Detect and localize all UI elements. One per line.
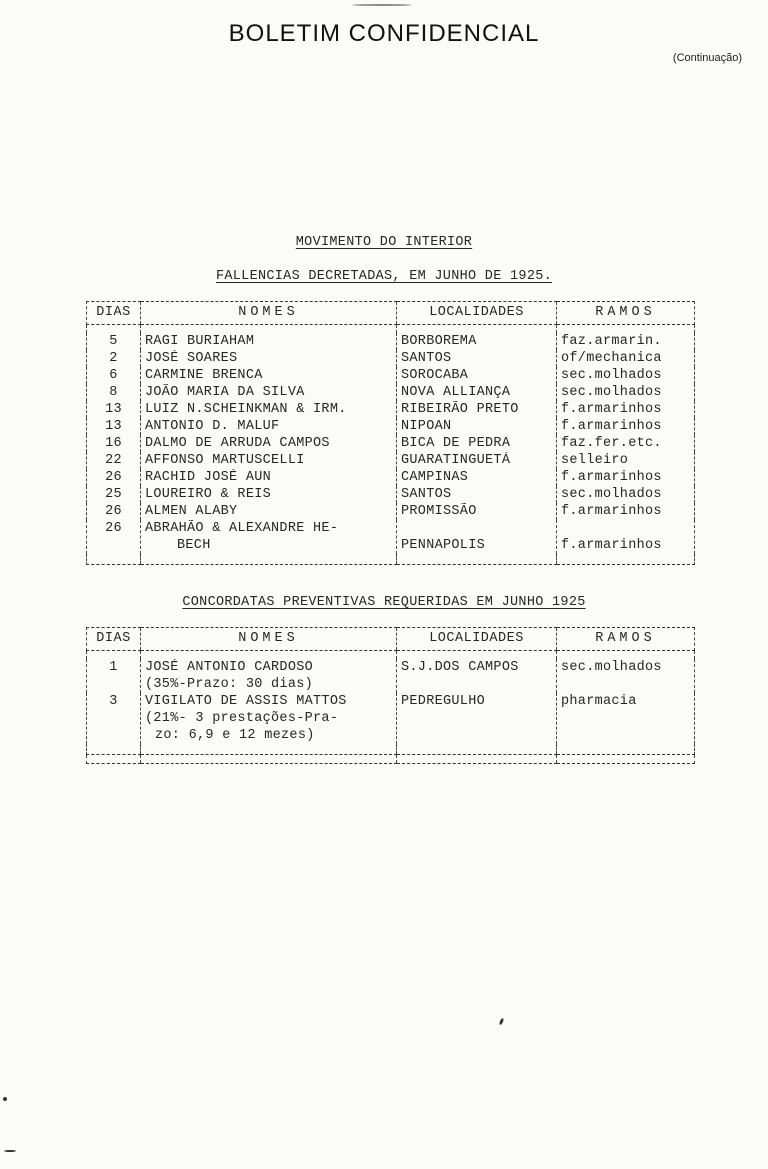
table-row	[87, 486, 695, 503]
cell-nome-line: VIGILATO DE ASSIS MATTOS	[145, 694, 347, 709]
table-row	[87, 333, 695, 350]
cell-detalhe: (35%-Prazo: 30 dias)	[145, 677, 314, 692]
cell-localidade: BICA DE PEDRA	[397, 435, 557, 452]
table-row	[87, 350, 695, 367]
table-end	[87, 744, 695, 755]
cell-ramo: f.armarinhos	[557, 503, 695, 520]
table-spacer	[87, 325, 695, 334]
fallencias-table	[86, 301, 695, 565]
table-end	[87, 554, 695, 565]
table-spacer	[87, 651, 695, 660]
column-header-nomes: NOMES	[141, 302, 397, 325]
cell-nome: ANTONIO D. MALUF	[141, 418, 397, 435]
cell-dia: 26	[87, 520, 141, 554]
cell-nome: LUIZ N.SCHEINKMAN & IRM.	[141, 401, 397, 418]
table-row	[87, 418, 695, 435]
scan-speck	[4, 1150, 16, 1152]
cell-dia: 3	[87, 693, 141, 744]
table-row	[87, 452, 695, 469]
cell-dia: 25	[87, 486, 141, 503]
cell-dia: 2	[87, 350, 141, 367]
scan-speck	[352, 4, 412, 6]
cell-dia: 1	[87, 659, 141, 693]
cell-localidade: NOVA ALLIANÇA	[397, 384, 557, 401]
cell-localidade: RIBEIRÃO PRETO	[397, 401, 557, 418]
cell-ramo: sec.molhados	[557, 659, 695, 693]
cell-ramo: sec.molhados	[557, 367, 695, 384]
column-header-dias: DIAS	[87, 302, 141, 325]
cell-ramo: selleiro	[557, 452, 695, 469]
cell-nome-line: ABRAHÃO & ALEXANDRE HE-	[145, 521, 339, 536]
cell-nome-line: JOSÉ ANTONIO CARDOSO	[145, 660, 314, 675]
table-row	[87, 503, 695, 520]
cell-ramo: sec.molhados	[557, 486, 695, 503]
table-row	[87, 469, 695, 486]
cell-nome-continuation: BECH	[177, 538, 211, 553]
cell-ramo: f.armarinhos	[557, 520, 695, 554]
table-row	[87, 401, 695, 418]
table-row	[87, 435, 695, 452]
table-row	[87, 384, 695, 401]
cell-nome: JOSÉ SOARES	[141, 350, 397, 367]
cell-dia: 5	[87, 333, 141, 350]
cell-ramo: sec.molhados	[557, 384, 695, 401]
table-row	[87, 659, 695, 693]
cell-nome: RACHID JOSÉ AUN	[141, 469, 397, 486]
concordatas-table	[86, 627, 695, 764]
table-row	[87, 367, 695, 384]
cell-localidade: SANTOS	[397, 486, 557, 503]
cell-localidade: NIPOAN	[397, 418, 557, 435]
cell-ramo: faz.armarin.	[557, 333, 695, 350]
column-header-ramos: RAMOS	[557, 302, 695, 325]
cell-nome: JOÃO MARIA DA SILVA	[141, 384, 397, 401]
cell-nome: AFFONSO MARTUSCELLI	[141, 452, 397, 469]
cell-dia: 26	[87, 503, 141, 520]
cell-nome	[141, 520, 397, 554]
cell-localidade: GUARATINGUETÁ	[397, 452, 557, 469]
document-title: BOLETIM CONFIDENCIAL	[228, 20, 540, 47]
cell-nome: LOUREIRO & REIS	[141, 486, 397, 503]
cell-localidade: PROMISSÃO	[397, 503, 557, 520]
fallencias-title: FALLENCIAS DECRETADAS, EM JUNHO DE 1925.	[215, 269, 553, 284]
cell-dia: 16	[87, 435, 141, 452]
cell-nome: DALMO DE ARRUDA CAMPOS	[141, 435, 397, 452]
column-header-ramos: RAMOS	[557, 628, 695, 651]
fallencias-header-row	[87, 302, 695, 325]
scan-speck	[499, 1018, 505, 1026]
cell-localidade: S.J.DOS CAMPOS	[397, 659, 557, 693]
cell-ramo: f.armarinhos	[557, 469, 695, 486]
cell-detalhe: zo: 6,9 e 12 mezes)	[155, 728, 315, 743]
section-title: MOVIMENTO DO INTERIOR	[295, 235, 473, 250]
cell-localidade: SANTOS	[397, 350, 557, 367]
cell-ramo: faz.fer.etc.	[557, 435, 695, 452]
cell-dia: 22	[87, 452, 141, 469]
column-header-localidades: LOCALIDADES	[397, 628, 557, 651]
cell-ramo: f.armarinhos	[557, 418, 695, 435]
cell-localidade: PENNAPOLIS	[397, 520, 557, 554]
cell-nome: ALMEN ALABY	[141, 503, 397, 520]
concordatas-title: CONCORDATAS PREVENTIVAS REQUERIDAS EM JUNHO 1925	[182, 595, 586, 610]
column-header-nomes: NOMES	[141, 628, 397, 651]
cell-ramo: pharmacia	[557, 693, 695, 744]
cell-localidade: BORBOREMA	[397, 333, 557, 350]
continuation-note: (Continuação)	[672, 52, 742, 64]
cell-ramo: of/mechanica	[557, 350, 695, 367]
scan-speck	[3, 1097, 7, 1101]
concordatas-header-row	[87, 628, 695, 651]
column-header-dias: DIAS	[87, 628, 141, 651]
table-row	[87, 520, 695, 554]
table-row	[87, 693, 695, 744]
column-header-localidades: LOCALIDADES	[397, 302, 557, 325]
cell-localidade: SOROCABA	[397, 367, 557, 384]
cell-nome	[141, 659, 397, 693]
cell-dia: 26	[87, 469, 141, 486]
cell-dia: 13	[87, 418, 141, 435]
cell-dia: 8	[87, 384, 141, 401]
cell-dia: 6	[87, 367, 141, 384]
cell-nome	[141, 693, 397, 744]
table-end-rule	[87, 755, 695, 764]
cell-localidade: PEDREGULHO	[397, 693, 557, 744]
cell-localidade: CAMPINAS	[397, 469, 557, 486]
cell-nome: RAGI BURIAHAM	[141, 333, 397, 350]
cell-detalhe: (21%- 3 prestações-Pra-	[145, 711, 339, 726]
cell-dia: 13	[87, 401, 141, 418]
cell-nome: CARMINE BRENCA	[141, 367, 397, 384]
cell-ramo: f.armarinhos	[557, 401, 695, 418]
